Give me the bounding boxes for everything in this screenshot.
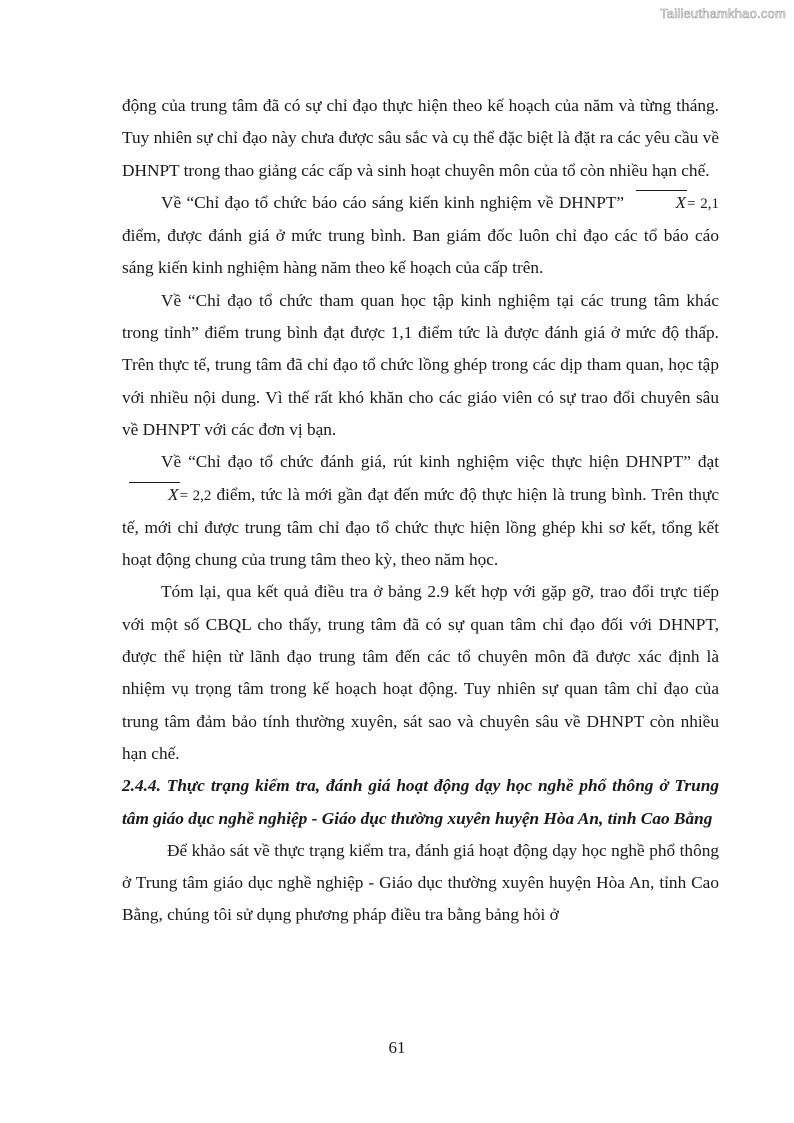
paragraph-5: Tóm lại, qua kết quả điều tra ở bảng 2.9 kết hợp với gặp gỡ, trao đổi trực tiếp với một số CBQL cho thấy, trung tâm đã có sự quan tâm chỉ đạo đối với DHNPT, được thể hiện từ lãnh đạo trung tâm đến các tổ chuyên môn đã được xác định là nhiệm vụ trọng tâm trong kế hoạch hoạt động. Tuy nhiên sự quan tâm chỉ đạo của trung tâm đảm bảo tính thường xuyên, sát sao và chuyên sâu về DHNPT còn nhiều hạn chế.	[122, 582, 719, 763]
paragraph-2	[122, 187, 719, 285]
paragraph-4-text-before: Về “Chỉ đạo tổ chức đánh giá, rút kinh nghiệm việc thực hiện DHNPT” đạt	[161, 452, 719, 472]
mean-value-1: = 2,1	[687, 195, 719, 212]
paragraph-6: Để khảo sát về thực trạng kiểm tra, đánh giá hoạt động dạy học nghề phổ thông ở Trung tâm giáo dục nghề nghiệp - Giáo dục thường xuyên huyện Hòa An, tỉnh Cao Bằng, chúng tôi sử dụng phương pháp điều tra bằng bảng hỏi ở	[122, 840, 719, 925]
mean-symbol-x-bar: X	[128, 479, 180, 511]
paragraph-1: động của trung tâm đã có sự chỉ đạo thực hiện theo kế hoạch của năm và từng tháng. Tuy nhiên sự chỉ đạo này chưa được sâu sắc và cụ thể đặc biệt là đặt ra các yêu cầu về DHNPT trong thao giảng các cấp và sinh hoạt chuyên môn của tổ còn nhiều hạn chế.	[122, 96, 719, 180]
section-heading: 2.4.4. Thực trạng kiểm tra, đánh giá hoạt động dạy học nghề phổ thông ở Trung tâm giáo dục nghề nghiệp - Giáo dục thường xuyên huyện Hòa An, tỉnh Cao Bằng	[122, 776, 719, 828]
document-body	[122, 90, 719, 932]
mean-symbol-x-bar: X	[635, 187, 687, 219]
paragraph-3: Về “Chỉ đạo tổ chức tham quan học tập kinh nghiệm tại các trung tâm khác trong tỉnh” điểm trung bình đạt được 1,1 điểm tức là được đánh giá ở mức độ thấp. Trên thực tế, trung tâm đã chỉ đạo tổ chức lồng ghép trong các dịp tham quan, học tập với nhiều nội dung. Vì thế rất khó khăn cho các giáo viên có sự trao đổi chuyên sâu về DHNPT với các đơn vị bạn.	[122, 290, 719, 439]
paragraph-2-text-after: điểm, được đánh giá ở mức trung bình. Ban giám đốc luôn chỉ đạo các tổ báo cáo sáng kiến kinh nghiệm hàng năm theo kế hoạch của cấp trên.	[122, 226, 719, 278]
mean-value-2: = 2,2	[179, 487, 212, 504]
paragraph-4	[122, 446, 719, 576]
paragraph-2-text-before: Về “Chỉ đạo tổ chức báo cáo sáng kiến kinh nghiệm về DHNPT”	[161, 192, 625, 212]
watermark-text: Tailieuthamkhao.com	[660, 6, 786, 21]
page-number: 61	[388, 1038, 406, 1057]
paragraph-4-text-after: điểm, tức là mới gần đạt đến mức độ thực hiện là trung bình. Trên thực tế, mới chỉ được trung tâm chỉ đạo tổ chức thực hiện lồng ghép khi sơ kết, tổng kết hoạt động chung của trung tâm theo kỳ, theo năm học.	[122, 484, 719, 570]
